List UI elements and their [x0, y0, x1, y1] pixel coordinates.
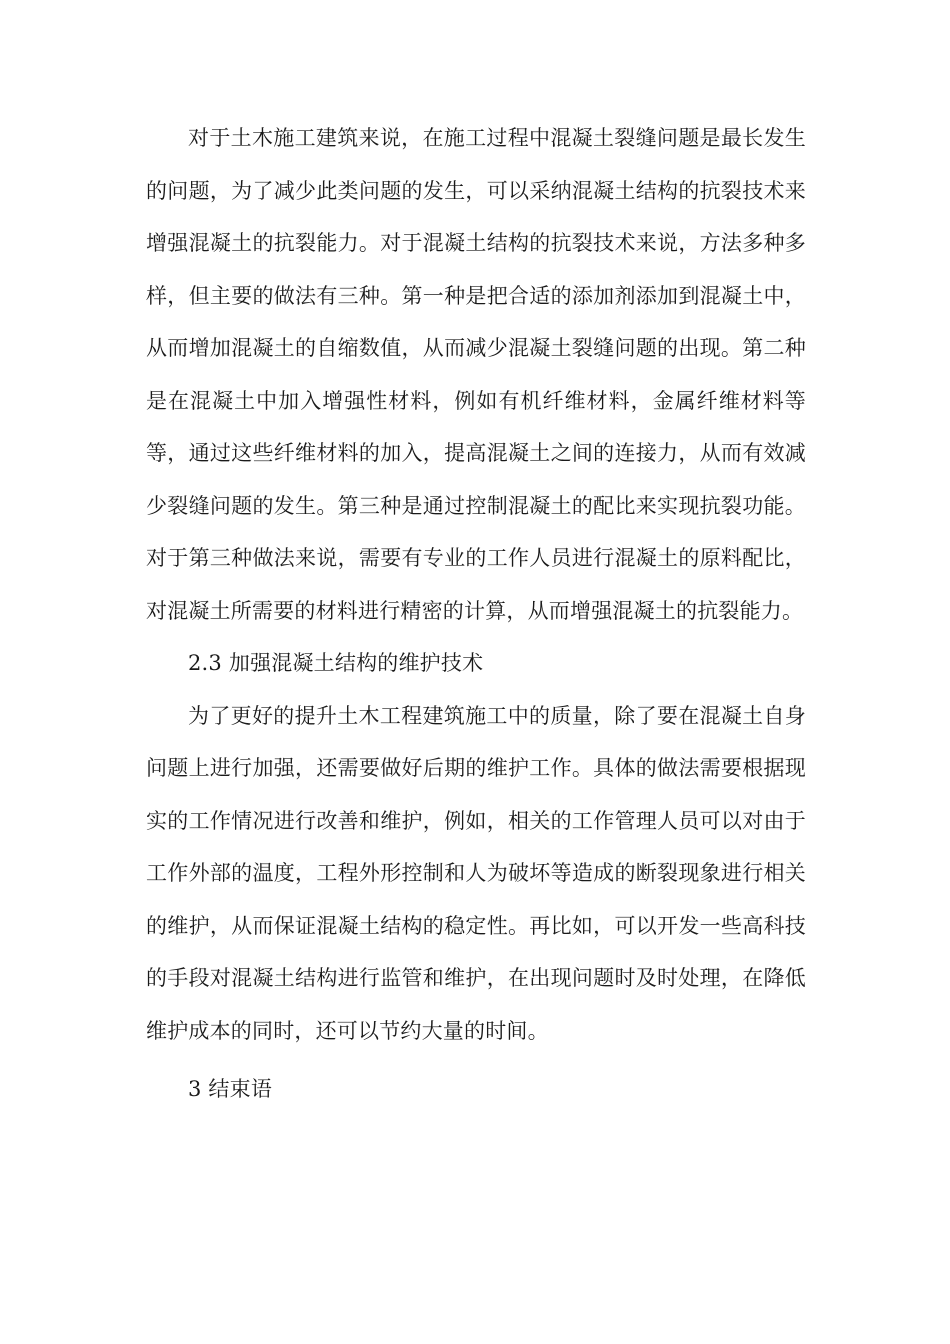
- paragraph-maintenance: 为了更好的提升土木工程建筑施工中的质量，除了要在混凝土自身问题上进行加强，还需要做好后期的维护工作。具体的做法需要根据现实的工作情况进行改善和维护，例如，相关的工作管理人员可以对由于工作外部的温度，工程外形控制和人为破坏等造成的断裂现象进行相关的维护，从而保证混凝土结构的稳定性。再比如，可以开发一些高科技的手段对混凝土结构进行监管和维护，在出现问题时及时处理，在降低维护成本的同时，还可以节约大量的时间。: [146, 703, 806, 1043]
- section-heading-2-3: 2.3 加强混凝土结构的维护技术: [188, 651, 484, 675]
- section-heading-3: 3 结束语: [188, 1077, 273, 1101]
- paragraph-crack-resistance: 对于土木施工建筑来说，在施工过程中混凝土裂缝问题是最长发生的问题，为了减少此类问题的发生，可以采纳混凝土结构的抗裂技术来增强混凝土的抗裂能力。对于混凝土结构的抗裂技术来说，方法多种多样，但主要的做法有三种。第一种是把合适的添加剂添加到混凝土中，从而增加混凝土的自缩数值，从而减少混凝土裂缝问题的出现。第二种是在混凝土中加入增强性材料，例如有机纤维材料，金属纤维材料等等，通过这些纤维材料的加入，提高混凝土之间的连接力，从而有效减少裂缝问题的发生。第三种是通过控制混凝土的配比来实现抗裂功能。对于第三种做法来说，需要有专业的工作人员进行混凝土的原料配比，对混凝土所需要的材料进行精密的计算，从而增强混凝土的抗裂能力。: [146, 126, 806, 623]
- document-page: [146, 112, 806, 1116]
